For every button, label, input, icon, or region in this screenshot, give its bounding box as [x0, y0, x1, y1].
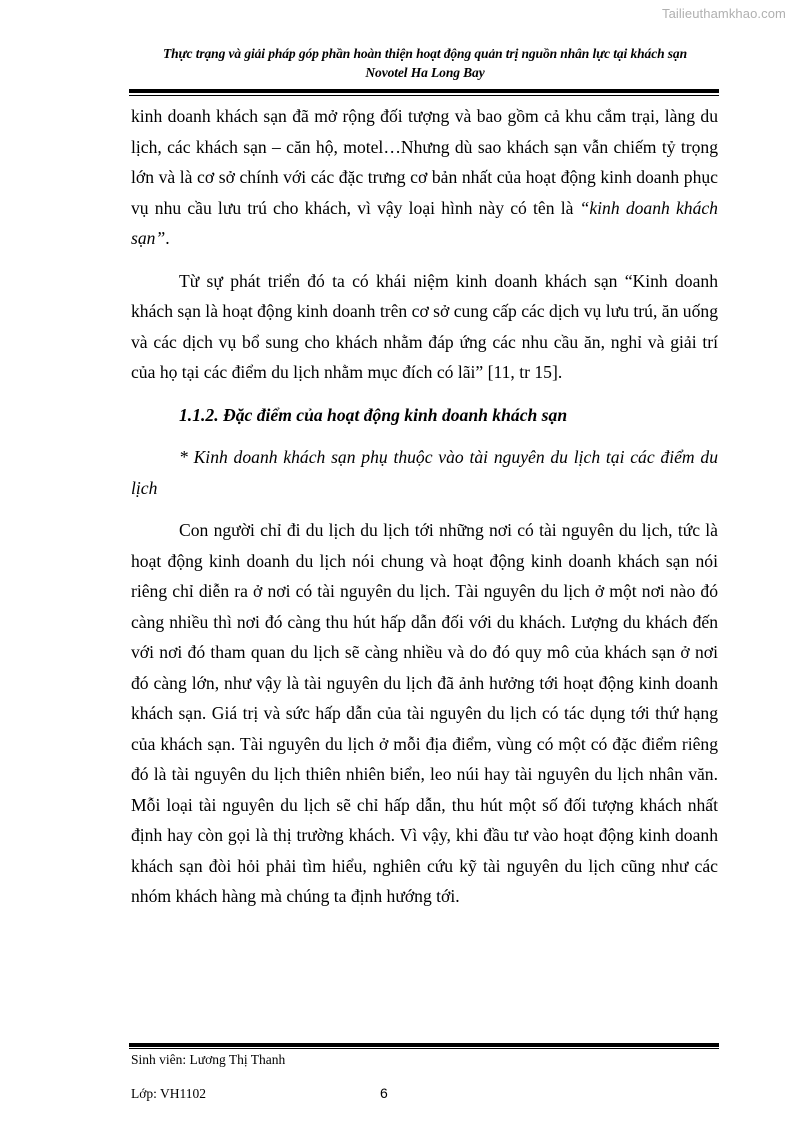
footer-rule-thin [129, 1048, 719, 1049]
paragraph-1 [131, 101, 718, 254]
footer-rule-thick [129, 1043, 719, 1047]
header-title-line1: Thực trạng và giải pháp góp phần hoàn thiện hoạt động quản trị nguồn nhân lực tại khách sạn [163, 46, 687, 61]
paragraph-1-end: . [165, 228, 170, 248]
section-heading: 1.1.2. Đặc điểm của hoạt động kinh doanh khách sạn [179, 404, 568, 425]
page-number: 6 [380, 1085, 388, 1101]
footer-class: Lớp: VH1102 [131, 1086, 207, 1101]
paragraph-1-text: kinh doanh khách sạn đã mở rộng đối tượng và bao gồm cả khu cắm trại, làng du lịch, các khách sạn – căn hộ, motel…Nhưng dù sao khách sạn vẫn chiếm tỷ trọng lớn và là cơ sở chính với các đặc trưng cơ bản nhất của hoạt động kinh doanh phục vụ nhu cầu lưu trú cho khách, vì vậy loại hình này có tên là [131, 106, 718, 218]
subheading: * Kinh doanh khách sạn phụ thuộc vào tài nguyên du lịch tại các điểm du lịch [131, 447, 718, 498]
header-rule-thick [129, 89, 719, 93]
footer-student-name: Sinh viên: Lương Thị Thanh [131, 1052, 286, 1067]
paragraph-3: Con người chỉ đi du lịch du lịch tới những nơi có tài nguyên du lịch, tức là hoạt động kinh doanh du lịch nói chung và hoạt động kinh doanh khách sạn nói riêng chỉ diễn ra ở nơi có tài nguyên du lịch. Tài nguyên du lịch ở một nơi nào đó càng nhiều thì nơi đó càng thu hút hấp dẫn đối với du khách. Lượng du khách đến với nơi đó tham quan du lịch sẽ càng nhiều và do đó quy mô của khách sạn ở nơi đó càng lớn, như vậy là tài nguyên du lịch đã ảnh hưởng tới hoạt động kinh doanh khách sạn. Giá trị và sức hấp dẫn của tài nguyên du lịch có tác dụng tới thứ hạng của khách sạn. Tài nguyên du lịch ở mỗi địa điểm, vùng có một có đặc điểm riêng đó là tài nguyên du lịch thiên nhiên biển, leo núi hay tài nguyên du lịch nhân văn. Mỗi loại tài nguyên du lịch sẽ chỉ hấp dẫn, thu hút một số đối tượng khách nhất định hay còn gọi là thị trường khách. Vì vậy, khi đầu tư vào hoạt động kinh doanh khách sạn đòi hỏi phải tìm hiểu, nghiên cứu kỹ tài nguyên du lịch cũng như các nhóm khách hàng mà chúng ta định hướng tới. [131, 520, 718, 906]
paragraph-2: Từ sự phát triển đó ta có khái niệm kinh doanh khách sạn “Kinh doanh khách sạn là hoạt động kinh doanh trên cơ sở cung cấp các dịch vụ lưu trú, ăn uống và các dịch vụ bổ sung cho khách nhằm đáp ứng các nhu cầu ăn, nghỉ và giải trí của họ tại các điểm du lịch nhằm mục đích có lãi” [11, tr 15]. [131, 270, 718, 382]
header-title-line2: Novotel Ha Long Bay [365, 65, 485, 80]
running-header [120, 44, 730, 82]
paragraph-1-italic-term: “kinh doanh khách sạn” [131, 197, 718, 248]
header-rule-thin [129, 95, 719, 96]
watermark: Tailieuthamkhao.com [661, 6, 786, 21]
page-body [131, 101, 718, 924]
